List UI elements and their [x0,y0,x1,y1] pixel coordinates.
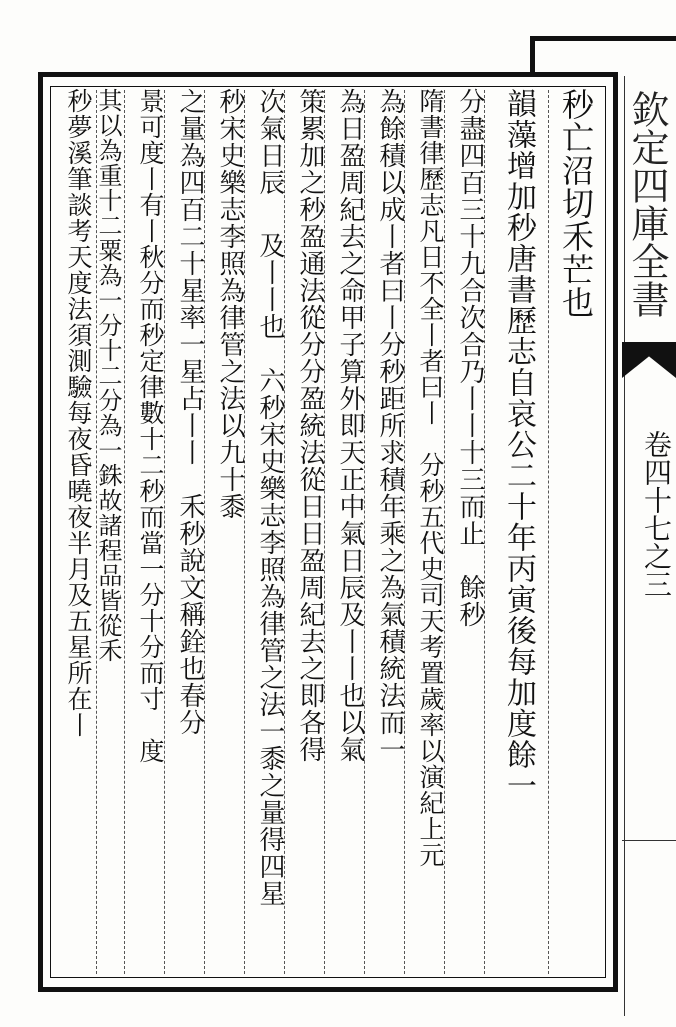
text-column: 策累加之秒盈通法從分分盈統法從日日盈周紀去之即各得 [295,88,325,763]
text-column: 之量為四百二十星率一星占丨丨 禾秒說文稱銓也春分 [175,88,205,736]
text-column: 秒宋史樂志李照為律管之法以九十黍 [215,88,245,520]
margin-divider [622,840,676,841]
text-column: 為餘積以成丨者曰丨分秒距所求積年乘之為氣積統法而一 [375,88,405,763]
text-column: 分盡四百三十九合次合乃丨丨十三而止 餘秒 [455,88,485,628]
text-column: 其以為重十二粟為一分十二分為一銖故諸程品皆從禾 [94,88,122,663]
text-column: 及丨丨也 六秒宋史樂志李照為律管之法一黍之量得四星 [255,232,285,907]
volume-label: 卷四十七之三 [640,430,673,598]
text-column: 秒夢溪筆談考天度法須測驗每夜昏曉夜半月及五星所在丨 [64,88,93,738]
column-rule [548,90,549,974]
text-column: 秒亡沼切禾芒也 [557,88,595,319]
frame-corner [530,36,676,76]
book-title: 欽定四庫全書 [625,90,669,318]
text-column: 韻藻增加秒唐書歷志自哀公二十年丙寅後每加度餘一 [501,88,536,801]
text-column: 為日盈周紀去之命甲子算外即天正中氣日辰及丨丨也以氣 [335,88,365,763]
text-column: 次氣日辰 [255,88,285,196]
text-column: 隋書律歷志凡日不全丨者曰丨 分秒五代史司天考置歲率以演紀上元 [416,88,445,868]
text-column: 景可度丨有丨秋分而秒定律數十二秒而當一分十分而寸 度 [136,88,165,764]
